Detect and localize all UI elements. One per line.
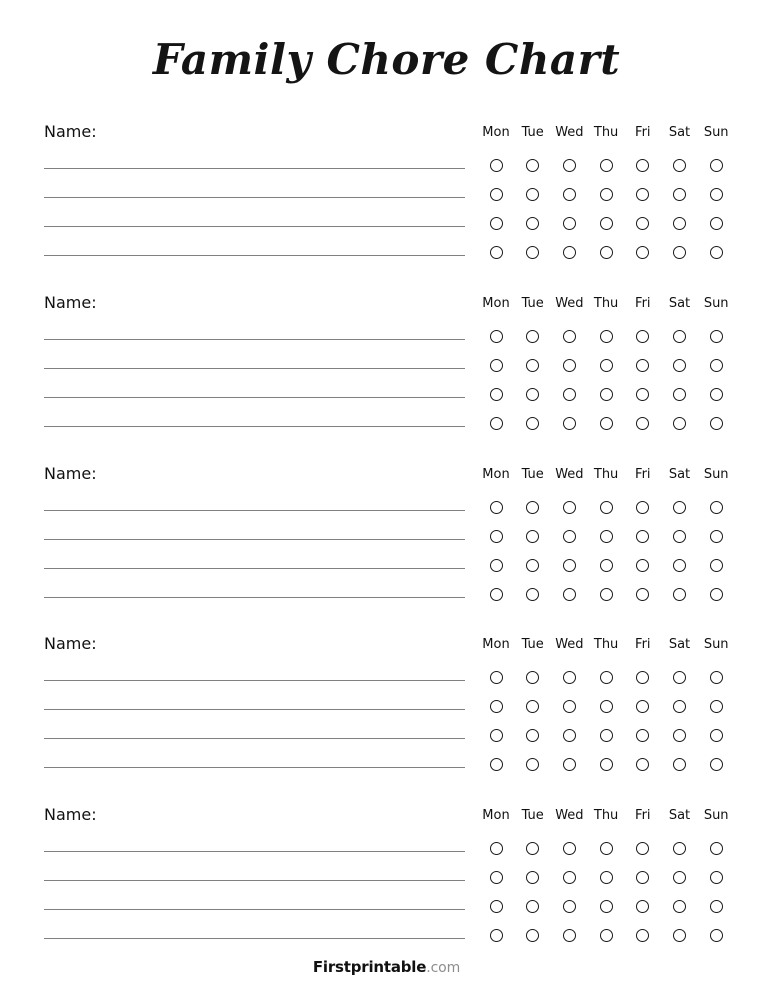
checkbox-circle-sun[interactable] <box>710 758 723 771</box>
checkbox-circle-mon[interactable] <box>490 929 503 942</box>
checkbox-circle-wed[interactable] <box>563 842 576 855</box>
day-label-fri: Fri <box>635 637 651 653</box>
checkbox-circle-tue[interactable] <box>526 900 539 913</box>
checkbox-circle-sat[interactable] <box>673 671 686 684</box>
checkbox-row <box>0 671 773 685</box>
checkbox-circle-thu[interactable] <box>600 359 613 372</box>
day-label-sun: Sun <box>703 295 729 311</box>
name-label[interactable]: Name: <box>44 634 97 654</box>
checkbox-circle-mon[interactable] <box>490 501 503 514</box>
name-label[interactable]: Name: <box>44 292 97 312</box>
checkbox-circle-sun[interactable] <box>710 842 723 855</box>
checkbox-circle-sat[interactable] <box>673 246 686 259</box>
checkbox-row <box>0 388 773 402</box>
checkbox-circle-mon[interactable] <box>490 188 503 201</box>
chore-block <box>0 122 773 272</box>
day-label-thu: Thu <box>593 637 619 653</box>
chore-block <box>0 293 773 443</box>
checkbox-circle-sat[interactable] <box>673 330 686 343</box>
checkbox-circle-sun[interactable] <box>710 330 723 343</box>
checkbox-circle-sun[interactable] <box>710 359 723 372</box>
checkbox-circle-sat[interactable] <box>673 588 686 601</box>
checkbox-circle-fri[interactable] <box>636 530 649 543</box>
day-label-wed: Wed <box>555 125 584 140</box>
day-label-fri: Fri <box>635 466 651 482</box>
day-label-mon: Mon <box>482 125 510 140</box>
checkbox-row <box>0 929 773 943</box>
checkbox-circle-tue[interactable] <box>526 330 539 343</box>
day-label-mon: Mon <box>482 466 510 482</box>
checkbox-circle-fri[interactable] <box>636 188 649 201</box>
name-label[interactable]: Name: <box>44 805 97 825</box>
checkbox-circle-wed[interactable] <box>563 159 576 172</box>
checkbox-row <box>0 501 773 515</box>
checkbox-circle-sat[interactable] <box>673 159 686 172</box>
checkbox-circle-sat[interactable] <box>673 359 686 372</box>
day-label-sun: Sun <box>703 125 729 140</box>
checkbox-circle-tue[interactable] <box>526 871 539 884</box>
checkbox-circle-sat[interactable] <box>673 217 686 230</box>
checkbox-circle-mon[interactable] <box>490 417 503 430</box>
day-label-sat: Sat <box>668 125 691 140</box>
footer-brand-tld: .com <box>426 960 461 976</box>
checkbox-circle-tue[interactable] <box>526 530 539 543</box>
day-label-thu: Thu <box>593 808 619 824</box>
day-label-thu: Thu <box>593 466 619 482</box>
checkbox-circle-tue[interactable] <box>526 700 539 713</box>
checkbox-circle-wed[interactable] <box>563 559 576 572</box>
checkbox-circle-wed[interactable] <box>563 501 576 514</box>
checkbox-circle-thu[interactable] <box>600 417 613 430</box>
page-title: Family Chore Chart <box>152 35 621 84</box>
checkbox-row <box>0 330 773 344</box>
checkbox-circle-sun[interactable] <box>710 530 723 543</box>
day-label-mon: Mon <box>482 295 510 311</box>
checkbox-circle-sun[interactable] <box>710 159 723 172</box>
checkbox-row <box>0 217 773 231</box>
day-label-sat: Sat <box>668 808 691 824</box>
checkbox-circle-tue[interactable] <box>526 758 539 771</box>
checkbox-circle-fri[interactable] <box>636 159 649 172</box>
checkbox-circle-thu[interactable] <box>600 501 613 514</box>
checkbox-circle-wed[interactable] <box>563 729 576 742</box>
checkbox-circle-sat[interactable] <box>673 559 686 572</box>
checkbox-circle-wed[interactable] <box>563 530 576 543</box>
checkbox-circle-fri[interactable] <box>636 559 649 572</box>
checkbox-circle-fri[interactable] <box>636 359 649 372</box>
checkbox-circle-sun[interactable] <box>710 188 723 201</box>
checkbox-circle-fri[interactable] <box>636 871 649 884</box>
checkbox-circle-sun[interactable] <box>710 871 723 884</box>
checkbox-circle-fri[interactable] <box>636 929 649 942</box>
checkbox-circle-fri[interactable] <box>636 246 649 259</box>
checkbox-circle-mon[interactable] <box>490 330 503 343</box>
day-label-wed: Wed <box>555 637 584 653</box>
checkbox-circle-thu[interactable] <box>600 871 613 884</box>
checkbox-circle-thu[interactable] <box>600 217 613 230</box>
checkbox-circle-tue[interactable] <box>526 671 539 684</box>
checkbox-circle-fri[interactable] <box>636 842 649 855</box>
checkbox-circle-fri[interactable] <box>636 217 649 230</box>
checkbox-circle-wed[interactable] <box>563 900 576 913</box>
checkbox-row <box>0 188 773 202</box>
checkbox-circle-wed[interactable] <box>563 417 576 430</box>
checkbox-circle-wed[interactable] <box>563 188 576 201</box>
checkbox-row <box>0 842 773 856</box>
day-label-fri: Fri <box>635 125 651 140</box>
checkbox-circle-wed[interactable] <box>563 246 576 259</box>
checkbox-row <box>0 900 773 914</box>
checkbox-circle-fri[interactable] <box>636 501 649 514</box>
checkbox-circle-tue[interactable] <box>526 417 539 430</box>
day-label-tue: Tue <box>521 466 544 482</box>
checkbox-circle-thu[interactable] <box>600 530 613 543</box>
day-header-row <box>478 466 734 484</box>
day-label-wed: Wed <box>555 466 584 482</box>
checkbox-circle-mon[interactable] <box>490 700 503 713</box>
day-label-sat: Sat <box>668 637 691 653</box>
checkbox-circle-sat[interactable] <box>673 417 686 430</box>
checkbox-circle-sun[interactable] <box>710 559 723 572</box>
checkbox-circle-mon[interactable] <box>490 359 503 372</box>
checkbox-circle-tue[interactable] <box>526 559 539 572</box>
day-label-fri: Fri <box>635 808 651 824</box>
checkbox-circle-wed[interactable] <box>563 671 576 684</box>
day-label-wed: Wed <box>555 808 584 824</box>
checkbox-circle-mon[interactable] <box>490 842 503 855</box>
checkbox-circle-sun[interactable] <box>710 929 723 942</box>
checkbox-circle-mon[interactable] <box>490 217 503 230</box>
checkbox-circle-wed[interactable] <box>563 871 576 884</box>
checkbox-circle-sun[interactable] <box>710 588 723 601</box>
day-label-wed: Wed <box>555 295 584 311</box>
checkbox-circle-sun[interactable] <box>710 388 723 401</box>
checkbox-circle-fri[interactable] <box>636 758 649 771</box>
checkbox-row <box>0 530 773 544</box>
checkbox-circle-fri[interactable] <box>636 417 649 430</box>
day-header-row <box>478 124 734 142</box>
chore-block <box>0 634 773 784</box>
footer-brand-name: Firstprintable <box>312 958 427 976</box>
checkbox-circle-sat[interactable] <box>673 758 686 771</box>
checkbox-circle-tue[interactable] <box>526 588 539 601</box>
checkbox-circle-mon[interactable] <box>490 530 503 543</box>
checkbox-circle-wed[interactable] <box>563 700 576 713</box>
checkbox-circle-fri[interactable] <box>636 700 649 713</box>
checkbox-row <box>0 246 773 260</box>
checkbox-circle-fri[interactable] <box>636 330 649 343</box>
name-label[interactable]: Name: <box>44 122 97 141</box>
checkbox-circle-tue[interactable] <box>526 246 539 259</box>
checkbox-circle-sat[interactable] <box>673 900 686 913</box>
checkbox-circle-wed[interactable] <box>563 330 576 343</box>
checkbox-circle-tue[interactable] <box>526 388 539 401</box>
day-label-tue: Tue <box>521 295 544 311</box>
name-label[interactable]: Name: <box>44 463 97 483</box>
checkbox-row <box>0 359 773 373</box>
checkbox-row <box>0 559 773 573</box>
checkbox-circle-sat[interactable] <box>673 729 686 742</box>
checkbox-circle-wed[interactable] <box>563 929 576 942</box>
checkbox-circle-wed[interactable] <box>563 588 576 601</box>
checkbox-circle-fri[interactable] <box>636 729 649 742</box>
checkbox-circle-sat[interactable] <box>673 842 686 855</box>
checkbox-circle-mon[interactable] <box>490 159 503 172</box>
checkbox-circle-mon[interactable] <box>490 671 503 684</box>
checkbox-circle-tue[interactable] <box>526 729 539 742</box>
day-label-thu: Thu <box>593 125 619 140</box>
checkbox-circle-mon[interactable] <box>490 758 503 771</box>
checkbox-circle-mon[interactable] <box>490 871 503 884</box>
checkbox-circle-thu[interactable] <box>600 700 613 713</box>
checkbox-row <box>0 588 773 602</box>
checkbox-circle-wed[interactable] <box>563 359 576 372</box>
day-label-sat: Sat <box>668 295 691 311</box>
day-label-tue: Tue <box>521 125 544 140</box>
chore-block <box>0 805 773 955</box>
checkbox-row <box>0 729 773 743</box>
checkbox-circle-sat[interactable] <box>673 188 686 201</box>
checkbox-circle-wed[interactable] <box>563 758 576 771</box>
checkbox-circle-thu[interactable] <box>600 671 613 684</box>
checkbox-circle-wed[interactable] <box>563 217 576 230</box>
checkbox-circle-mon[interactable] <box>490 729 503 742</box>
checkbox-circle-thu[interactable] <box>600 588 613 601</box>
day-label-mon: Mon <box>482 808 510 824</box>
checkbox-circle-mon[interactable] <box>490 388 503 401</box>
chore-block <box>0 464 773 614</box>
day-header-row <box>478 807 734 825</box>
checkbox-circle-sun[interactable] <box>710 246 723 259</box>
checkbox-circle-tue[interactable] <box>526 359 539 372</box>
checkbox-circle-thu[interactable] <box>600 729 613 742</box>
checkbox-circle-sun[interactable] <box>710 700 723 713</box>
checkbox-circle-thu[interactable] <box>600 246 613 259</box>
checkbox-circle-tue[interactable] <box>526 188 539 201</box>
checkbox-circle-sun[interactable] <box>710 501 723 514</box>
checkbox-circle-thu[interactable] <box>600 388 613 401</box>
checkbox-circle-mon[interactable] <box>490 588 503 601</box>
checkbox-circle-thu[interactable] <box>600 900 613 913</box>
day-label-sun: Sun <box>703 808 729 824</box>
checkbox-circle-sat[interactable] <box>673 530 686 543</box>
day-label-sat: Sat <box>668 466 691 482</box>
checkbox-circle-sat[interactable] <box>673 700 686 713</box>
checkbox-circle-sun[interactable] <box>710 217 723 230</box>
checkbox-circle-thu[interactable] <box>600 929 613 942</box>
day-label-thu: Thu <box>593 295 619 311</box>
checkbox-circle-thu[interactable] <box>600 330 613 343</box>
day-header-row <box>478 636 734 654</box>
checkbox-circle-tue[interactable] <box>526 929 539 942</box>
checkbox-circle-sun[interactable] <box>710 900 723 913</box>
checkbox-circle-sat[interactable] <box>673 501 686 514</box>
checkbox-circle-mon[interactable] <box>490 559 503 572</box>
checkbox-circle-tue[interactable] <box>526 501 539 514</box>
checkbox-circle-sat[interactable] <box>673 388 686 401</box>
checkbox-circle-sat[interactable] <box>673 871 686 884</box>
checkbox-circle-wed[interactable] <box>563 388 576 401</box>
checkbox-row <box>0 871 773 885</box>
day-label-fri: Fri <box>635 295 651 311</box>
checkbox-circle-sun[interactable] <box>710 417 723 430</box>
checkbox-circle-sat[interactable] <box>673 929 686 942</box>
checkbox-circle-thu[interactable] <box>600 758 613 771</box>
checkbox-circle-sun[interactable] <box>710 729 723 742</box>
checkbox-circle-tue[interactable] <box>526 217 539 230</box>
checkbox-row <box>0 159 773 173</box>
footer-branding <box>0 958 773 977</box>
day-label-mon: Mon <box>482 637 510 653</box>
checkbox-circle-mon[interactable] <box>490 246 503 259</box>
checkbox-circle-thu[interactable] <box>600 842 613 855</box>
day-header-row <box>478 295 734 313</box>
checkbox-circle-tue[interactable] <box>526 842 539 855</box>
checkbox-circle-thu[interactable] <box>600 188 613 201</box>
checkbox-circle-sun[interactable] <box>710 671 723 684</box>
checkbox-row <box>0 758 773 772</box>
checkbox-circle-mon[interactable] <box>490 900 503 913</box>
checkbox-circle-tue[interactable] <box>526 159 539 172</box>
checkbox-circle-fri[interactable] <box>636 671 649 684</box>
checkbox-circle-fri[interactable] <box>636 588 649 601</box>
day-label-sun: Sun <box>703 637 729 653</box>
day-label-tue: Tue <box>521 808 544 824</box>
checkbox-circle-fri[interactable] <box>636 388 649 401</box>
checkbox-row <box>0 417 773 431</box>
checkbox-circle-fri[interactable] <box>636 900 649 913</box>
checkbox-circle-thu[interactable] <box>600 559 613 572</box>
day-label-tue: Tue <box>521 637 544 653</box>
checkbox-circle-thu[interactable] <box>600 159 613 172</box>
checkbox-row <box>0 700 773 714</box>
day-label-sun: Sun <box>703 466 729 482</box>
